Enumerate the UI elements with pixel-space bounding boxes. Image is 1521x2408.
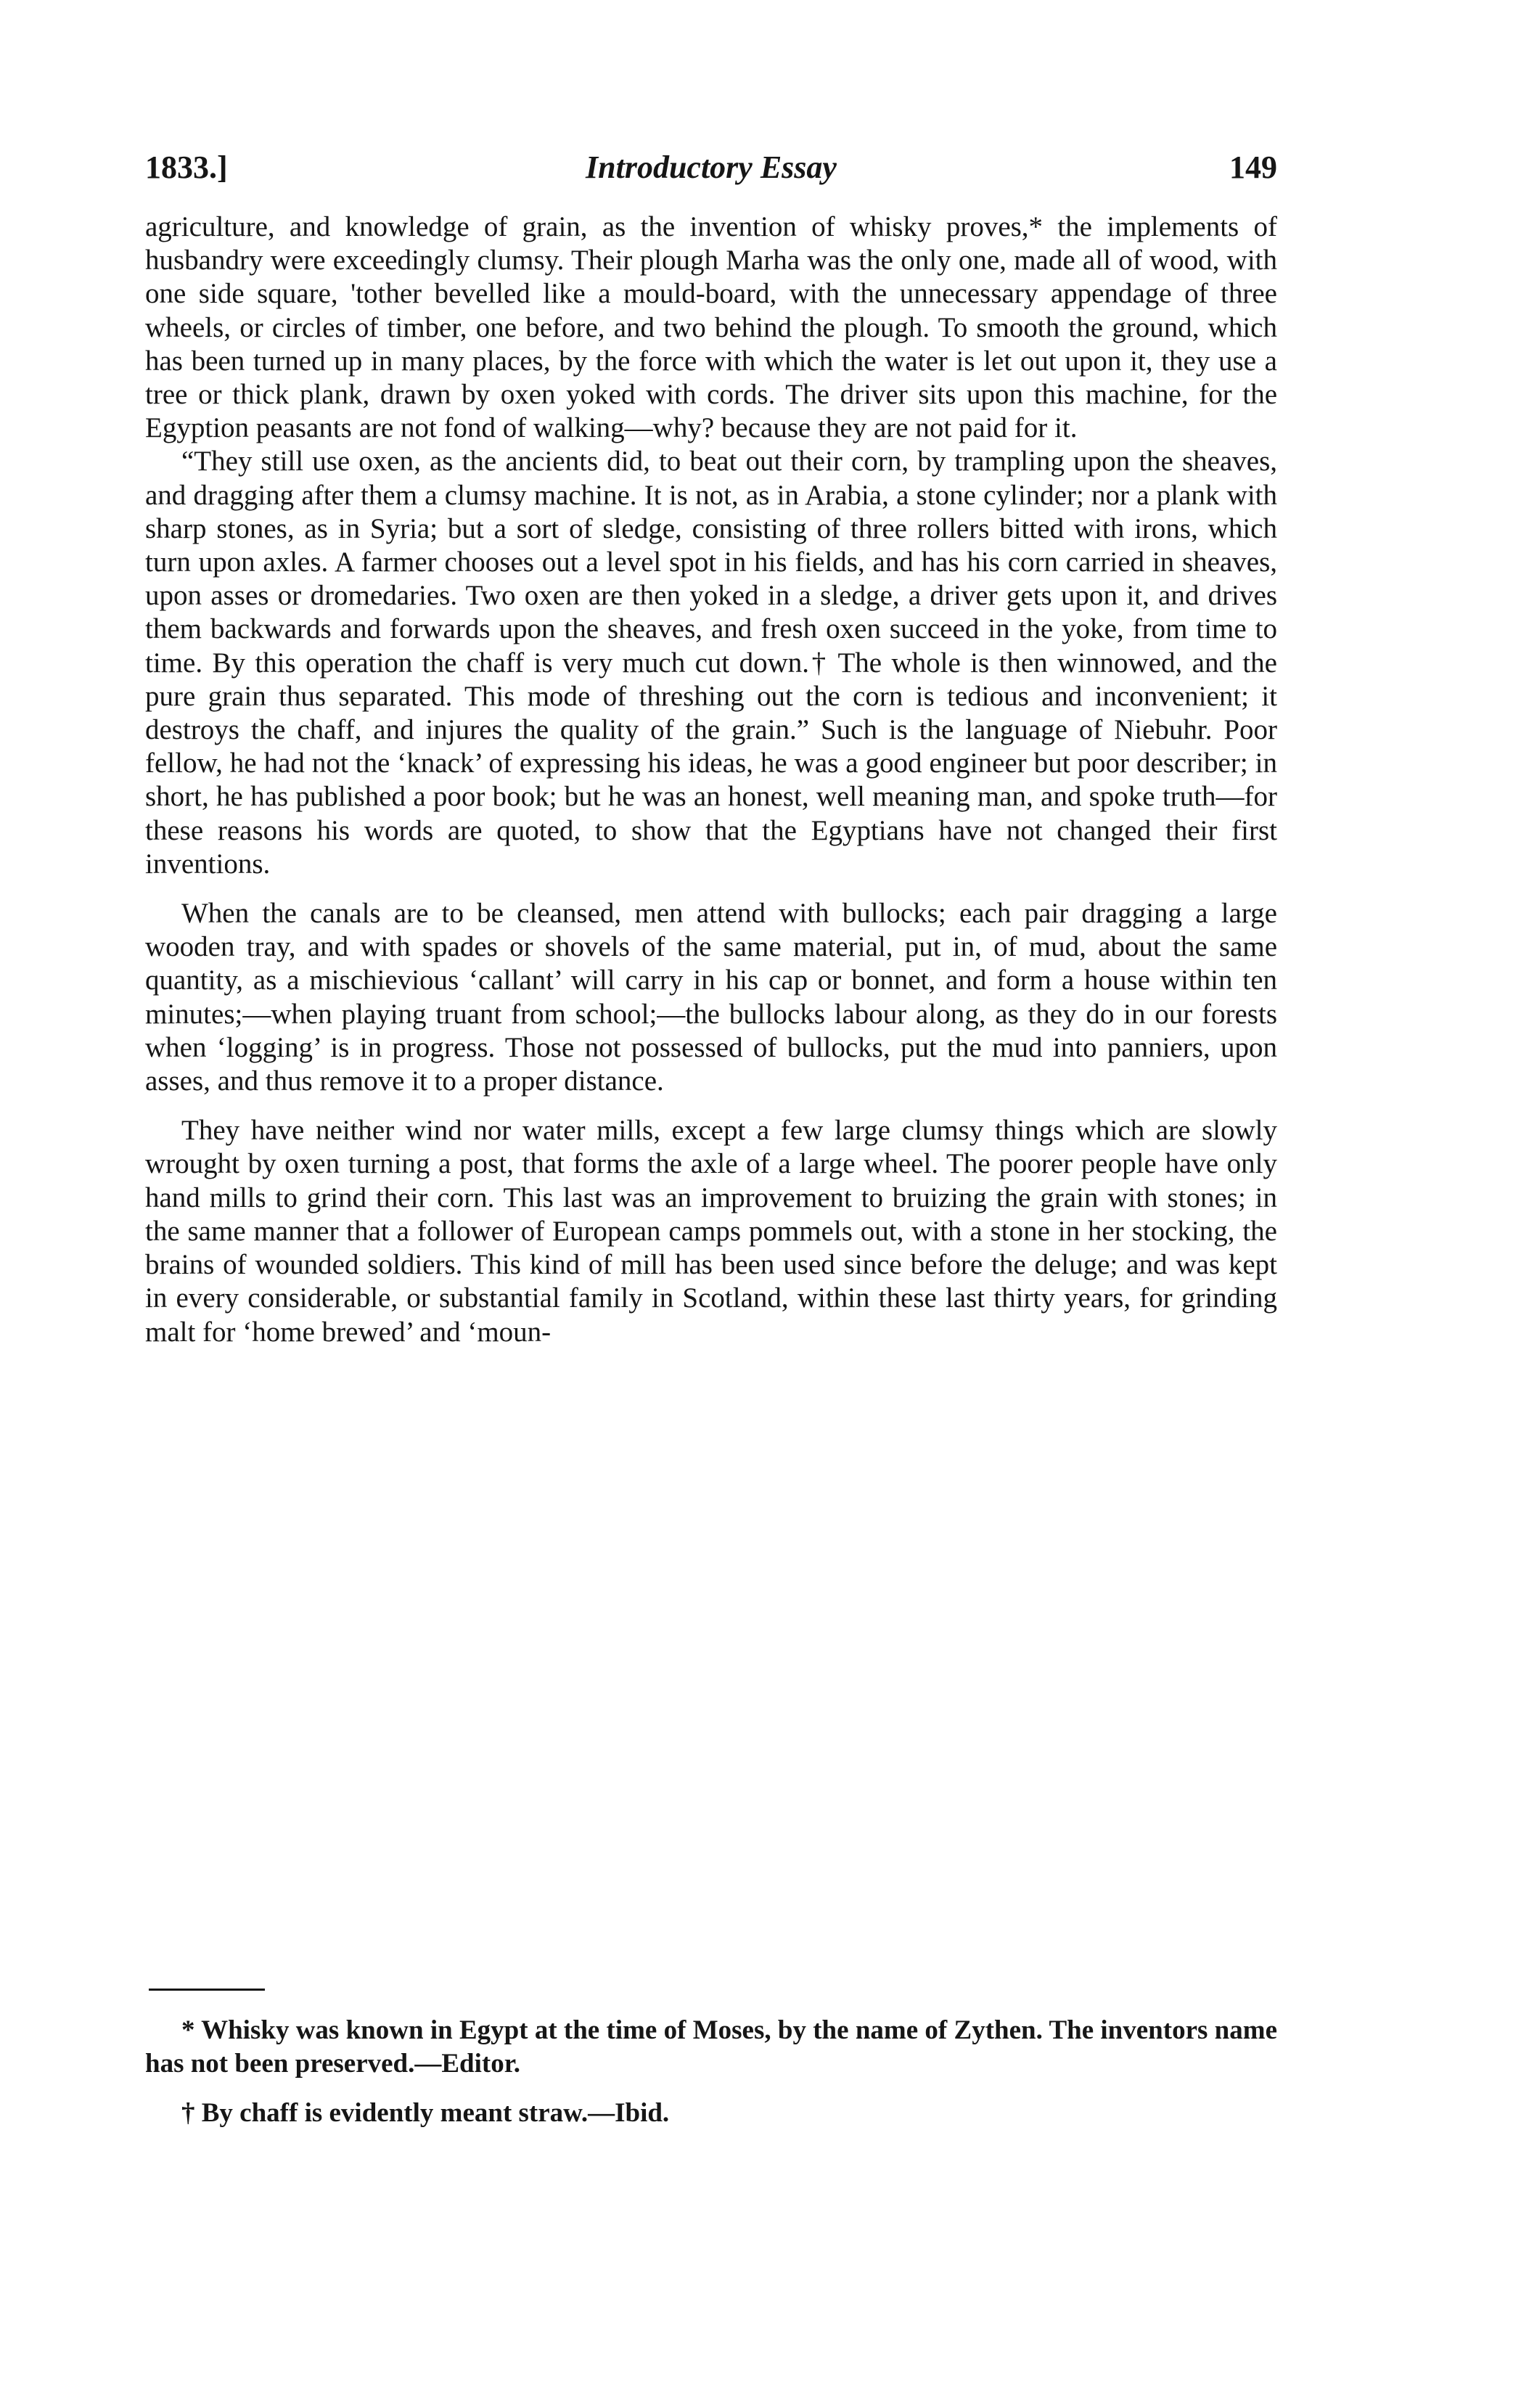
paragraph-2: “They still use oxen, as the ancients did, to beat out their corn, by trampling upon the sheaves, and dragging after them a clumsy machine. It is not, as in Arabia, a stone cylinder; nor a plank with sharp stones, as in Syria; but a sort of sledge, consisting of three rollers bitted with irons, which turn upon axles. A farmer chooses out a level spot in his fields, and has his corn carried in sheaves, upon asses or dromedaries. Two oxen are then yoked in a sledge, a driver gets upon it, and drives them backwards and forwards upon the sheaves, and fresh oxen succeed in the yoke, from time to time. By this operation the chaff is very much cut down.† The whole is then winnowed, and the pure grain thus separated. This mode of threshing out the corn is tedious and inconvenient; it destroys the chaff, and injures the quality of the grain.” Such is the language of Niebuhr. Poor fellow, he had not the ‘knack’ of expressing his ideas, he was a good engineer but poor describer; in short, he has published a poor book; but he was an honest, well meaning man, and spoke truth—for these reasons his words are quoted, to show that the Egyptians have not changed their first inventions. [145,446,1277,880]
header-year: 1833.] [145,150,228,185]
footnotes [145,2014,1277,2130]
running-header [145,149,1277,200]
footnote-1: * Whisky was known in Egypt at the time of Moses, by the name of Zythen. The inventors name has not been preserved.—Editor. [145,2015,1277,2079]
paragraph-1: agriculture, and knowledge of grain, as the invention of whisky proves,* the implements of husbandry were exceedingly clumsy. Their plough Marha was the only one, made all of wood, with one side square, 'tother bevelled like a mould-board, with the unnecessary appendage of three wheels, or circles of timber, one before, and two behind the plough. To smooth the ground, which has been turned up in many places, by the force with which the water is let out upon it, they use a tree or thick plank, drawn by oxen yoked with cords. The driver sits upon this machine, for the Egyption peasants are not fond of walking—why? because they are not paid for it. [145,211,1277,444]
footnote-2: † By chaff is evidently meant straw.—Ibid. [181,2098,670,2128]
page-number: 149 [1229,150,1277,185]
footnote-divider [149,1989,265,1991]
paragraph-4: They have neither wind nor water mills, except a few large clumsy things which are slowly wrought by oxen turning a post, that forms the axle of a large wheel. The poorer people have only hand mills to grind their corn. This last was an improvement to bruizing the grain with stones; in the same manner that a follower of European camps pommels out, with a stone in her stocking, the brains of wounded soldiers. This kind of mill has been used since before the deluge; and was kept in every considerable, or substantial family in Scotland, within these last thirty years, for grinding malt for ‘home brewed’ and ‘moun- [145,1115,1277,1348]
paragraph-3: When the canals are to be cleansed, men attend with bullocks; each pair dragging a large wooden tray, and with spades or shovels of the same material, put in, of mud, about the same quantity, as a mischievious ‘callant’ will carry in his cap or bonnet, and form a house within ten minutes;—when playing truant from school;—the bullocks labour along, as they do in our forests when ‘logging’ is in progress. Those not possessed of bullocks, put the mud into panniers, upon asses, and thus remove it to a proper distance. [145,898,1277,1097]
header-title: Introductory Essay [586,150,837,185]
body-text [145,210,1277,1349]
